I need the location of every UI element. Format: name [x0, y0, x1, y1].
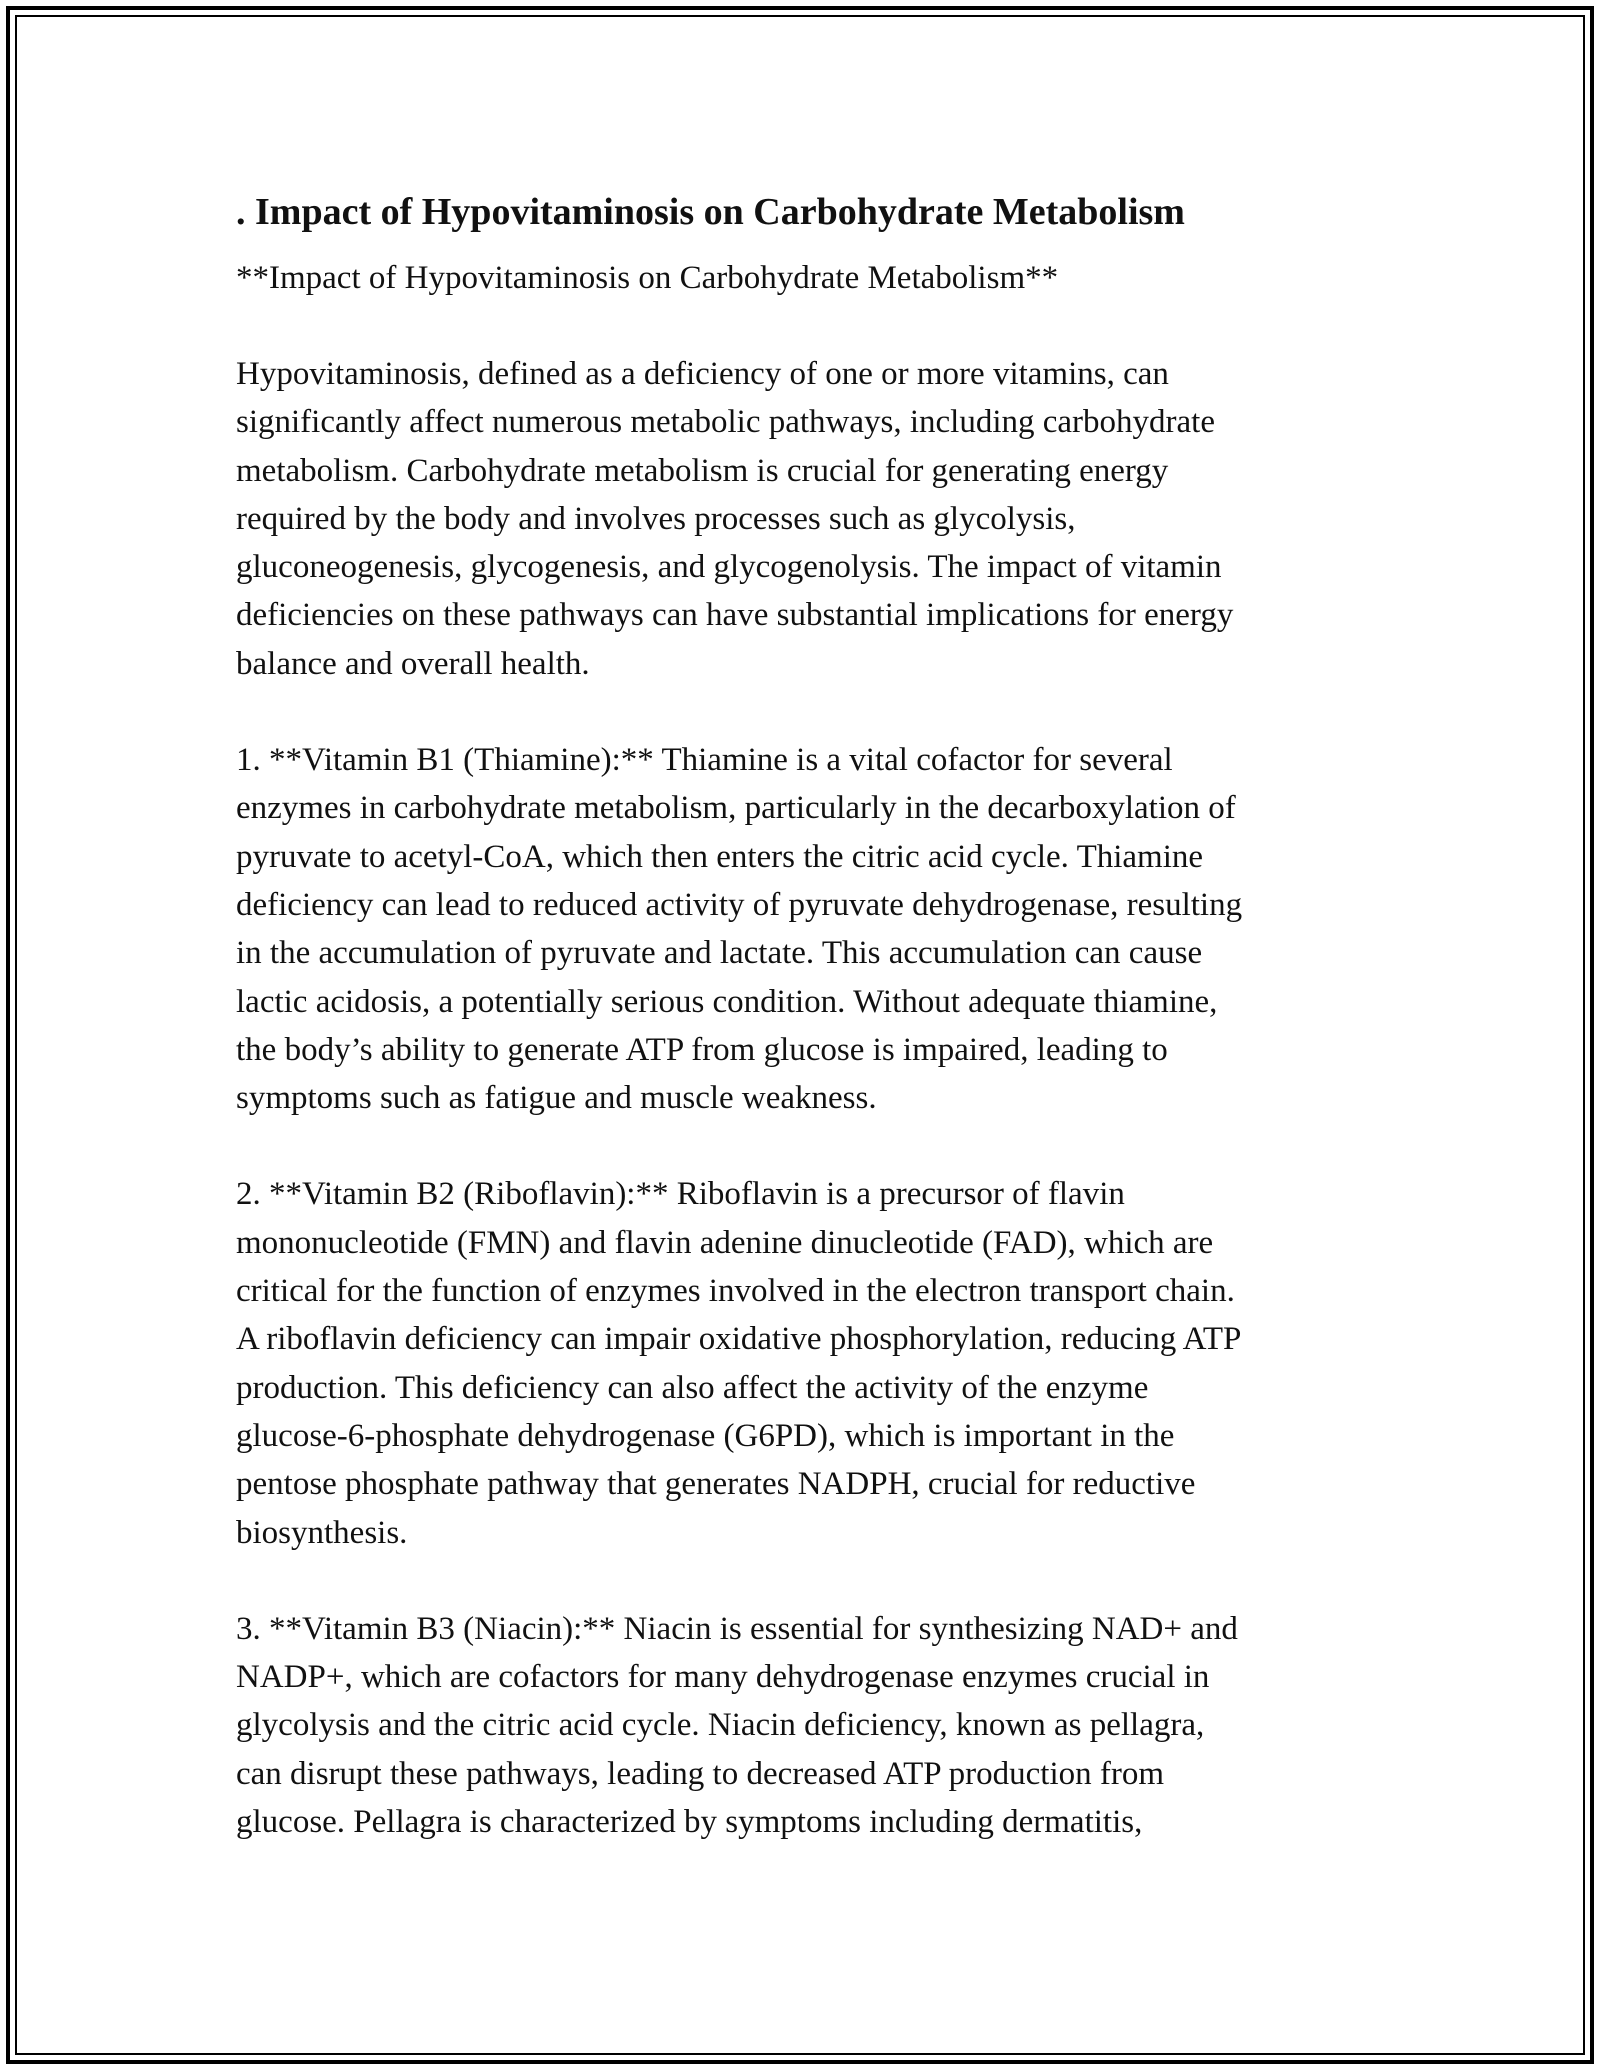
text-line: lactic acidosis, a potentially serious condition. Without adequate thiamine, [236, 983, 1218, 1020]
text-line: Hypovitaminosis, defined as a deficiency of one or more vitamins, can [236, 356, 1169, 392]
text-line: symptoms such as fatigue and muscle weakness. [236, 1080, 877, 1117]
text-line: critical for the function of enzymes involved in the electron transport chain. [236, 1273, 1235, 1310]
text-line: glycolysis and the citric acid cycle. Niacin deficiency, known as pellagra, [236, 1707, 1205, 1744]
document-content [236, 186, 1366, 1846]
text-line: deficiency can lead to reduced activity of pyruvate dehydrogenase, resulting [236, 886, 1243, 923]
text-line: balance and overall health. [236, 645, 590, 682]
text-line: A riboflavin deficiency can impair oxidative phosphorylation, reducing ATP [236, 1321, 1242, 1358]
text-line: glucose. Pellagra is characterized by symptoms including dermatitis, [236, 1804, 1143, 1841]
document-subtitle: **Impact of Hypovitaminosis on Carbohydrate Metabolism** [236, 260, 1059, 296]
text-line: 3. **Vitamin B3 (Niacin):** Niacin is essential for synthesizing NAD+ and [236, 1610, 1238, 1647]
text-line: 1. **Vitamin B1 (Thiamine):** Thiamine is a vital cofactor for several [236, 742, 1173, 779]
text-line: gluconeogenesis, glycogenesis, and glycogenolysis. The impact of vitamin [236, 549, 1222, 586]
text-line: deficiencies on these pathways can have substantial implications for energy [236, 597, 1234, 634]
text-line: the body’s ability to generate ATP from glucose is impaired, leading to [236, 1031, 1168, 1068]
text-line: production. This deficiency can also affect the activity of the enzyme [236, 1369, 1149, 1406]
text-line: metabolism. Carbohydrate metabolism is crucial for generating energy [236, 452, 1169, 489]
text-line: NADP+, which are cofactors for many dehydrogenase enzymes crucial in [236, 1659, 1210, 1696]
paragraph-vitamin-b1 [236, 736, 1366, 1122]
paragraph-vitamin-b3 [236, 1605, 1366, 1846]
text-line: pentose phosphate pathway that generates NADPH, crucial for reductive [236, 1466, 1196, 1503]
paragraph-intro [236, 350, 1366, 688]
text-line: in the accumulation of pyruvate and lactate. This accumulation can cause [236, 935, 1203, 972]
text-line: significantly affect numerous metabolic pathways, including carbohydrate [236, 404, 1215, 441]
text-line: mononucleotide (FMN) and flavin adenine dinucleotide (FAD), which are [236, 1224, 1214, 1261]
document-title: . Impact of Hypovitaminosis on Carbohydrate Metabolism [236, 191, 1185, 233]
text-line: enzymes in carbohydrate metabolism, particularly in the decarboxylation of [236, 790, 1236, 827]
text-line: can disrupt these pathways, leading to decreased ATP production from [236, 1755, 1165, 1792]
text-line: pyruvate to acetyl-CoA, which then enters the citric acid cycle. Thiamine [236, 838, 1204, 875]
text-line: 2. **Vitamin B2 (Riboflavin):** Riboflavin is a precursor of flavin [236, 1176, 1125, 1213]
text-line: required by the body and involves processes such as glycolysis, [236, 500, 1076, 537]
paragraph-vitamin-b2 [236, 1170, 1366, 1556]
text-line: biosynthesis. [236, 1514, 408, 1551]
text-line: glucose-6-phosphate dehydrogenase (G6PD), which is important in the [236, 1417, 1175, 1454]
